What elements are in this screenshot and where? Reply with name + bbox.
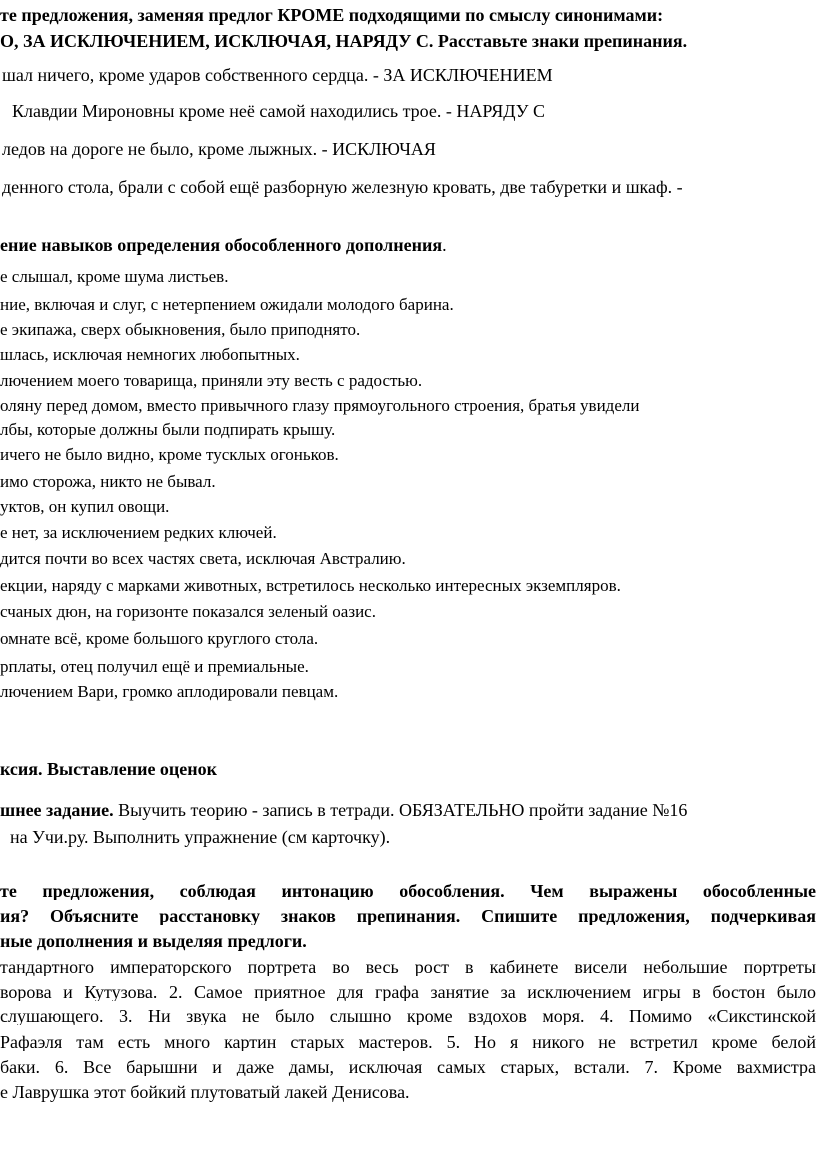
homework-label: шнее задание.: [0, 800, 114, 820]
sentence-1: е слышал, кроме шума листьев.: [0, 267, 229, 286]
sentence-6: оляну перед домом, вместо привычного глазу прямоугольного строения, братья увидели: [0, 396, 640, 415]
sentence-3: е экипажа, сверх обыкновения, было приподнято.: [0, 320, 361, 339]
sentence-4: шлась, исключая немногих любопытных.: [0, 345, 300, 364]
homework-text: Выучить теорию - запись в тетради. ОБЯЗАТЕЛЬНО пройти задание №16: [113, 800, 688, 820]
sentence-5: лючением моего товарища, приняли эту весть с радостью.: [0, 371, 423, 390]
task2-heading: [0, 236, 447, 254]
reflection-heading: ксия. Выставление оценок: [0, 759, 218, 779]
sentence-13: счаных дюн, на горизонте показался зеленый оазис.: [0, 602, 376, 621]
homework-line-2: на Учи.ру. Выполнить упражнение (см карточку).: [10, 827, 391, 847]
card-body-line-1: тандартного императорского портрета во весь рост в кабинете висели небольшие портреты: [0, 958, 816, 976]
task1-item-4: денного стола, брали с собой ещё разборную железную кровать, две табуретки и шкаф. -: [2, 177, 683, 197]
sentence-6-continued: лбы, которые должны были подпирать крышу.: [0, 420, 336, 439]
sentence-9: уктов, он купил овощи.: [0, 497, 170, 516]
card-heading-line-3: ные дополнения и выделяя предлоги.: [0, 931, 307, 951]
card-heading-line-1: те предложения, соблюдая интонацию обособления. Чем выражены обособленные: [0, 882, 816, 900]
sentence-15: рплаты, отец получил ещё и премиальные.: [0, 657, 309, 676]
card-body-line-6: е Лаврушка этот бойкий плутоватый лакей Денисова.: [0, 1082, 410, 1102]
card-body-line-2: ворова и Кутузова. 2. Самое приятное для графа занятие за исключением игры в бостон было: [0, 983, 816, 1001]
task2-heading-period: .: [442, 235, 447, 255]
homework-line-1: [0, 801, 687, 819]
task1-item-3: ледов на дороге не было, кроме лыжных. - ИСКЛЮЧАЯ: [2, 139, 436, 159]
task1-heading-line-1: те предложения, заменяя предлог КРОМЕ подходящими по смыслу синонимами:: [0, 5, 664, 25]
sentence-7: ичего не было видно, кроме тусклых огоньков.: [0, 445, 339, 464]
card-heading-line-2: ия? Объясните расстановку знаков препинания. Спишите предложения, подчеркивая: [0, 907, 816, 925]
sentence-2: ние, включая и слуг, с нетерпением ожидали молодого барина.: [0, 295, 454, 314]
card-body-line-5: баки. 6. Все барышни и даже дамы, исключая самых старых, встали. 7. Кроме вахмистра: [0, 1058, 816, 1076]
task1-item-1: шал ничего, кроме ударов собственного сердца. - ЗА ИСКЛЮЧЕНИЕМ: [2, 65, 553, 85]
card-body-line-4: Рафаэля там есть много картин старых мастеров. 5. Но я никого не встретил кроме белой: [0, 1033, 816, 1051]
task2-heading-text: ение навыков определения обособленного дополнения: [0, 235, 443, 255]
sentence-12: екции, наряду с марками животных, встретилось несколько интересных экземпляров.: [0, 576, 621, 595]
task1-heading-line-2: О, ЗА ИСКЛЮЧЕНИЕМ, ИСКЛЮЧАЯ, НАРЯДУ С. Расставьте знаки препинания.: [0, 31, 688, 51]
sentence-16: лючением Вари, громко аплодировали певцам.: [0, 682, 339, 701]
task1-item-2: Клавдии Мироновны кроме неё самой находились трое. - НАРЯДУ С: [12, 101, 546, 121]
sentence-11: дится почти во всех частях света, исключая Австралию.: [0, 549, 406, 568]
sentence-14: омнате всё, кроме большого круглого стола.: [0, 629, 319, 648]
card-body-line-3: слушающего. 3. Ни звука не было слышно кроме вздохов моря. 4. Помимо «Сикстинской: [0, 1007, 816, 1025]
sentence-10: е нет, за исключением редких ключей.: [0, 523, 277, 542]
sentence-8: имо сторожа, никто не бывал.: [0, 472, 216, 491]
